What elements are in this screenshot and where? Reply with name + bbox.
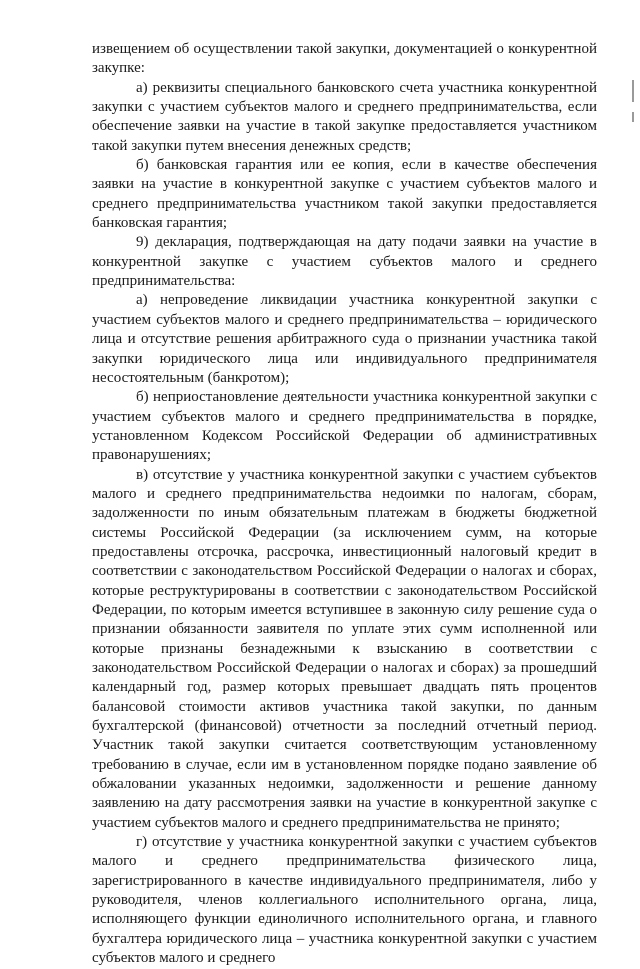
paragraph: б) банковская гарантия или ее копия, если в качестве обеспечения заявки на участие в конкурентной закупке с участием субъектов малого и среднего предпринимательства участником такой закупки предоставляется банковская гарантия;	[92, 157, 597, 232]
paragraph: а) непроведение ликвидации участника конкурентной закупки с участием субъектов малого и среднего предпринимательства – юридического лица и отсутствие решения арбитражного суда о признании участника такой закупки юридического лица или индивидуального предпринимателя несостоятельным (банкротом);	[92, 292, 597, 386]
paragraph: извещением об осуществлении такой закупки, документацией о конкурентной закупке:	[92, 41, 597, 77]
scan-edge-mark	[632, 80, 634, 102]
paragraph: г) отсутствие у участника конкурентной закупки с участием субъектов малого и среднего предпринимательства физического лица, зарегистрированного в качестве индивидуального предпринимателя, либо у руководителя, членов коллегиального исполнительного органа, лица, исполняющего функции единоличного исполнительного органа, и главного бухгалтера юридического лица – участника конкурентной закупки с участием субъектов малого и среднего	[92, 834, 597, 967]
document-body	[92, 40, 597, 969]
paragraph: б) неприостановление деятельности участника конкурентной закупки с участием субъектов малого и среднего предпринимательства в порядке, установленном Кодексом Российской Федерации об административных правонарушениях;	[92, 389, 597, 464]
paragraph: а) реквизиты специального банковского счета участника конкурентной закупки с участием субъектов малого и среднего предпринимательства, если обеспечение заявки на участие в такой закупке предоставляется участником такой закупки путем внесения денежных средств;	[92, 79, 597, 154]
paragraph: в) отсутствие у участника конкурентной закупки с участием субъектов малого и среднего предпринимательства недоимки по налогам, сборам, задолженности по иным обязательным платежам в бюджеты бюджетной системы Российской Федерации (за исключением сумм, на которые предоставлены отсрочка, рассрочка, инвестиционный налоговый кредит в соответствии с законодательством Российской Федерации о налогах и сборах, которые реструктурированы в соответствии с законодательством Российской Федерации, по которым имеется вступившее в законную силу решение суда о признании обязанности заявителя по уплате этих сумм исполненной или которые признаны безнадежными к взысканию в соответствии с законодательством Российской Федерации о налогах и сборах) за прошедший календарный год, размер которых превышает двадцать пять процентов балансовой стоимости активов участника такой закупки, по данным бухгалтерской (финансовой) отчетности за последний отчетный период. Участник такой закупки считается соответствующим установленному требованию в случае, если им в установленном порядке подано заявление об обжаловании указанных недоимки, задолженности и решение данному заявлению на дату рассмотрения заявки на участие в конкурентной закупке с участием субъектов малого и среднего предпринимательства не принято;	[92, 466, 597, 831]
scan-edge-mark	[632, 112, 634, 122]
paragraph: 9) декларация, подтверждающая на дату подачи заявки на участие в конкурентной закупке с участием субъектов малого и среднего предпринимательства:	[92, 234, 597, 290]
